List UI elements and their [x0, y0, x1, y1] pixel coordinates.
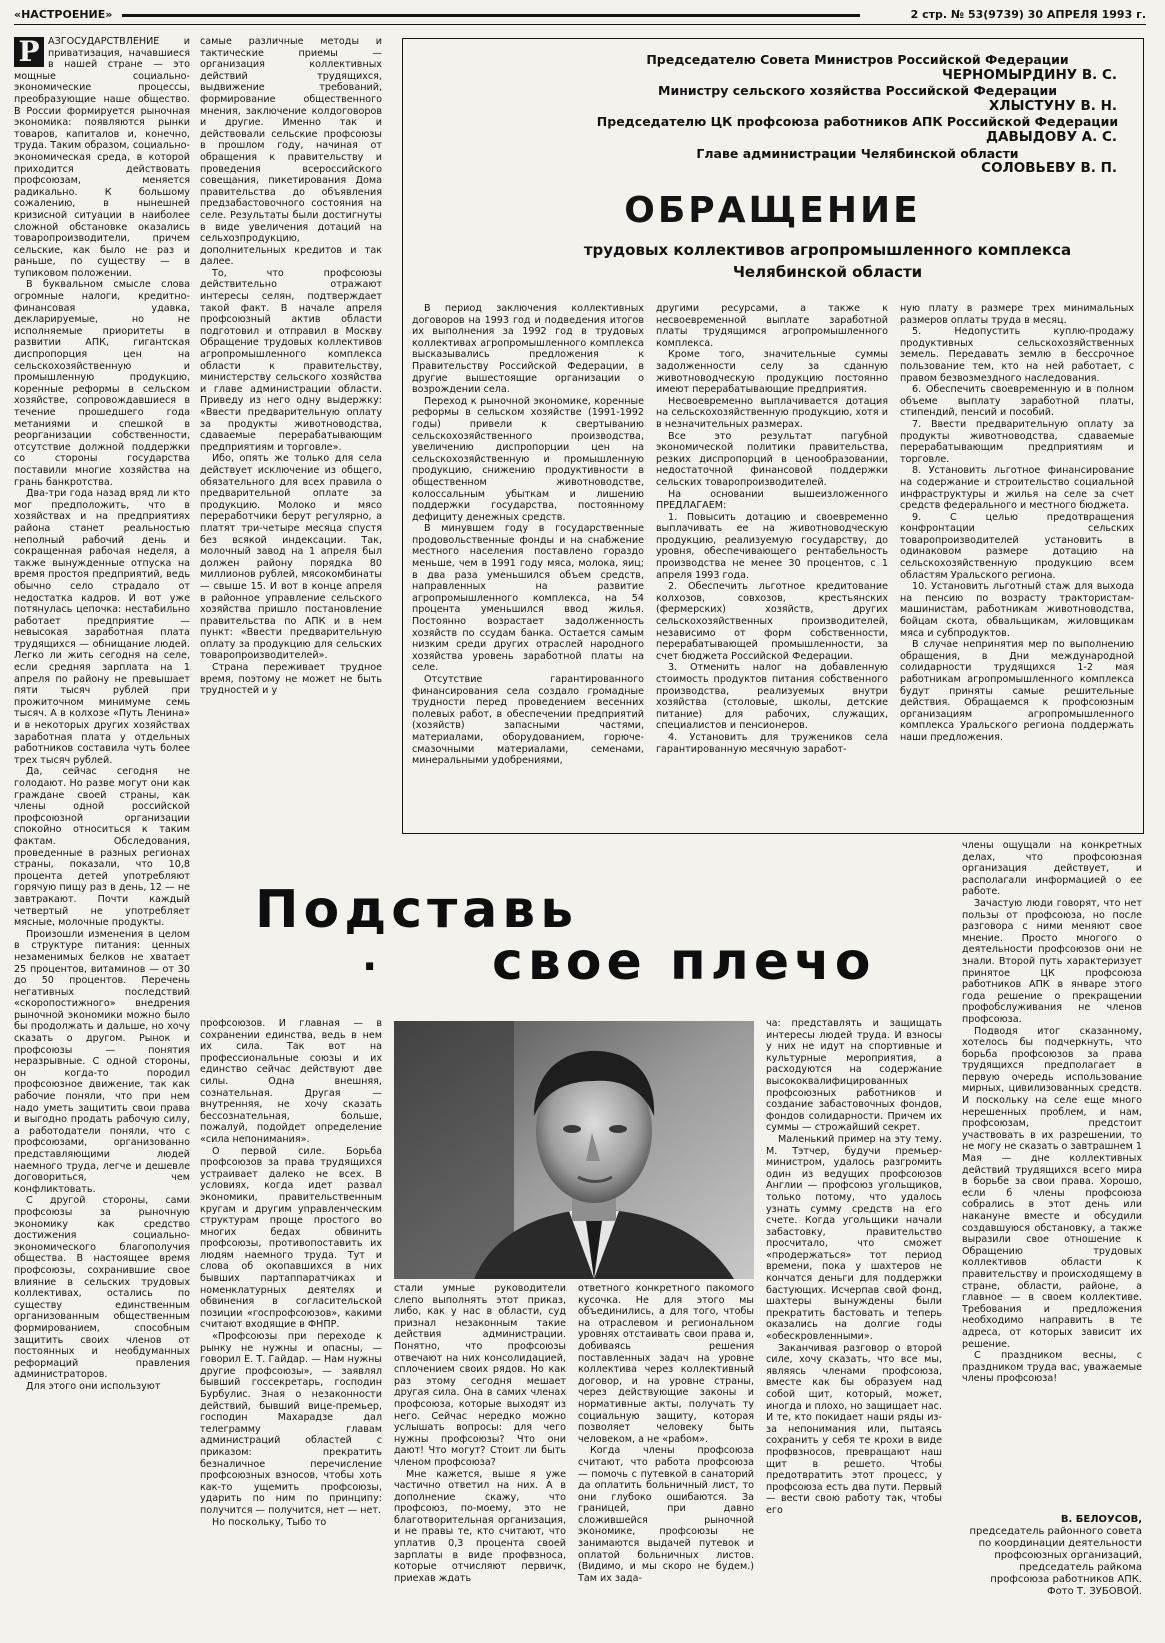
addressee-name: ЧЕРНОМЫРДИНУ В. С.: [942, 66, 1117, 83]
paragraph: ную плату в размере трех минимальных размеров оплаты труда в месяц.: [900, 303, 1134, 326]
appeal-subtitle-line-1: трудовых коллективов агропромышленного комплекса: [583, 241, 1072, 259]
paragraph: Подводя итог сказанному, хотелось бы подчеркнуть, что борьба профсоюзов за права трудящихся предполагает в первую очередь использование мирных, цивилизованных средств. И поскольку на селе еще много нерешенных проблем, и нам, профсоюзам, предстоит участвовать в их разрешении, то не могу не сказать о завтрашнем 1 Мая — дне коллективных действий трудящихся всего мира в борьбе за свои права. Хорошо, если б члены профсоюза собрались в этот день или накануне вместе и обсудили создавшуюся обстановку, а также выразили свое отношение к Обращению трудовых коллективов области к правительству и происходящему в стране, области, районе, а главное — в своем коллективе. Требования и предложения необходимо направить в те адреса, от которых зависит их решение.: [962, 1025, 1142, 1350]
paragraph: Все это результат пагубной экономической политики правительства, резких диспропорций в ценообразовании, недостаточной финансовой поддержки сельских товаропроизводителей.: [656, 430, 888, 488]
paragraph: Два-три года назад вряд ли кто мог предположить, что в хозяйствах и на предприятиях района станет реальностью неполный рабочий день и сокращенная рабочая неделя, а также вынужденные отпуска на время простоя предприятий, ведь обычно село страдало от недостатка кадров. И вот уже потянулась цепочка: нестабильно работает предприятие — невысокая заработная плата трудящихся — обнищание людей. Легко ли жить сегодня на селе, если средняя зарплата на 1 апреля по району не превышает пяти тысяч рублей при прожиточном минимуме семь тысяч. А в колхозе «Путь Ленина» и в некоторых других хозяйствах заработная плата у отдельных работников составила чуть более трех тысяч рублей.: [14, 488, 190, 766]
paragraph: Когда члены профсоюза считают, что работа профсоюза — помочь с путевкой в санаторий да оплатить больничный лист, то они глубоко ошибаются. За границей, при давно сложившейся рыночной экономике, профсоюзы не занимаются выдачей путевок и оплатой больничных листов. (Видимо, и мы скоро не будем.) Там их зада-: [578, 1445, 754, 1584]
paragraph: 1. Повысить дотацию и своевременно выплачивать ее на животноводческую продукцию, реализуемую государству, до уровня, обеспечивающего рентабельность производства не менее 30 процентов, с 1 апреля 1993 года.: [656, 511, 888, 581]
addressee-position: Министру сельского хозяйства Российской Федерации: [658, 83, 1057, 99]
paragraph: другими ресурсами, а также к несвоевременной выплате заработной платы трудящимся агропромышленного комплекса.: [656, 303, 888, 349]
headline-line-2: свое плечо: [492, 932, 876, 992]
header-divider: [14, 24, 1146, 25]
appeal-column-3: [900, 303, 1134, 828]
addressee-position: Главе администрации Челябинской области: [696, 145, 1019, 161]
article-column-5: [578, 1283, 754, 1638]
paragraph: Переход к рыночной экономике, коренные реформы в сельском хозяйстве (1991-1992 годы) привели к свертыванию сельскохозяйственного производства, увеличению диспропорции цен на сельскохозяйственную и промышленную продукцию, снижению продуктивности в общественном животноводстве, колоссальным убыткам и лишению поддержки государства, постоянному дефициту денежных средств.: [412, 395, 644, 523]
paragraph: Да, сейчас сегодня не голодают. Но разве могут они как граждане своей страны, как члены одной российской профсоюзной организации спокойно относиться к таким фактам. Обследования, проведенные в разных регионах страны, показали, что 10,8 процента детей употребляют горячую пищу раз в день, 12 — не завтракают. Почти каждый четвертый не употребляет мясные, молочные продукты.: [14, 766, 190, 929]
paragraph: Отсутствие гарантированного финансирования села создало громадные трудности перед проведением весенних полевых работ, в обеспечении предприятий (хозяйств) запасными частями, материалами, оборудованием, горюче-смазочными материалами, семенами, минеральными удобрениями,: [412, 674, 644, 767]
headline-dot: .: [362, 934, 378, 980]
appeal-subtitle-line-2: Челябинской области: [732, 263, 923, 281]
drop-cap: Р: [14, 37, 44, 67]
portrait-photo-image: [394, 1021, 754, 1279]
paragraph: Заканчивая разговор о второй силе, хочу сказать, что все мы, являясь членами профсоюза, вместе как бы образуем над собой щит, который, может, иногда и плохо, но защищает нас. И те, кто покидает наши ряды из-за непонимания или, пытаясь сохранить у себя те крохи в виде профвзносов, превращают наш щит в решето. Чтобы предотвратить этот процесс, у профсоюза есть два пути. Первый — вести свою работу так, чтобы его: [766, 1342, 942, 1516]
appeal-subtitle: [404, 239, 1141, 283]
author-signature: [962, 1514, 1142, 1598]
article-second-column: [200, 36, 382, 836]
addressee-name: ДАВЫДОВУ А. С.: [986, 128, 1117, 145]
paragraph: В минувшем году в государственные продовольственные фонды и на снабжение местного населения поставлено гораздо меньше, чем в 1991 году мяса, молока, яиц; в два раза уменьшился объем средств, направленных на развитие агропромышленного комплекса, на 54 процента уменьшился ввод жилья. Постоянно возрастает задолженность хозяйств по ссудам банка. Остается самым низким среди других отраслей народного хозяйства уровень заработной платы на селе.: [412, 523, 644, 674]
paragraph: Ибо, опять же только для села действует исключение из общего, обязательного для всех правила о предварительной оплате за продукцию. Молоко и мясо переработчики берут регулярно, а платят три-четыре месяца спустя без всякой индексации. Так, молочный завод на 1 апреля был должен району порядка 80 миллионов рублей, мясокомбинаты — свыше 15. И вот в конце апреля в районное управление сельского хозяйства пришло постановление правительства по АПК и в нем пункт: «Ввести предварительную оплату за продукцию для сельских товаропроизводителей».: [200, 453, 382, 662]
article-column-3: [200, 1018, 382, 1638]
paragraph: На основании вышеизложенного ПРЕДЛАГАЕМ:: [656, 488, 888, 512]
paragraph: 7. Ввести предварительную оплату за продукты животноводства, сдаваемые перерабатывающим предприятиям и торговле.: [900, 418, 1134, 465]
article-intro-column: [14, 36, 190, 1636]
paragraph: В буквальном смысле слова огромные налоги, кредитно-финансовая удавка, декларируемые, но не исполняемые приоритеты в развитии АПК, гигантская диспропорция цен на сельскохозяйственную и промышленную продукцию, коренные реформы в сельском хозяйстве, сопровождавшиеся в течение прошедшего года метаниями и спешкой в реорганизации собственности, отсутствие должной поддержки со стороны государства поставили многие хозяйства на грань банкротства.: [14, 279, 190, 488]
paragraph: АЗГОСУДАРСТВЛЕНИЕ и приватизация, начавшиеся в нашей стране — это мощные социально-экономические процессы, преобразующие наше общество. В России формируется рыночная экономика: появляются рынки товаров, капиталов и, конечно, труда. Таким образом, социально-экономическая среда, в которой приходится действовать профсоюзам, меняется радикально. К большому сожалению, в нынешней кризисной ситуации в наиболее сложной обстановке оказались товаропроизводители, причем сельские, как было не раз и раньше, по существу — в тупиковом положении.: [14, 36, 190, 279]
paragraph: «Профсоюзы при переходе к рынку не нужны и опасны, — говорил Е. Т. Гайдар. — Нам нужны другие профсоюзы», — заявлял бывший госсекретарь, господин Бурбулис. Зная о незаконности действий, бывший вице-премьер, господин Махарадзе дал телеграмму главам администраций областей с приказом: прекратить безналичное перечисление профсоюзных взносов, чтобы хоть как-то ущемить профсоюзы, ударить по ним по принципу: получится — получится, нет — нет.: [200, 1331, 382, 1516]
portrait-photo: [394, 1021, 754, 1279]
paragraph: ча: представлять и защищать интересы людей труда. И взносы у них не идут на спортивные и культурные мероприятия, а расходуются на содержание высококвалифицированных профсоюзных работников и создание забастовочных фондов, фондов солидарности. Причем их суммы — строжайший секрет.: [766, 1018, 942, 1134]
paragraph: члены ощущали на конкретных делах, что профсоюзная организация действует, и располагали информацией о ее работе.: [962, 840, 1142, 898]
article-intro-text: [14, 36, 190, 1392]
paragraph: Зачастую люди говорят, что нет пользы от профсоюза, но после разговора с ними меняют свое мнение. Просто многого о деятельности профсоюзов они не знали. Второй путь характеризует принятое ЦК профсоюза работников АПК в январе этого года решение о прекращении профобслуживания не членов профсоюза.: [962, 897, 1142, 1025]
paragraph: 5. Недопустить куплю-продажу продуктивных сельскохозяйственных земель. Передавать землю в бессрочное пользование тем, кто на ней работает, с правом безвозмездного наследования.: [900, 326, 1134, 384]
article-column-6: [766, 1018, 942, 1638]
paragraph: Несвоевременно выплачивается дотация на сельскохозяйственную продукцию, хотя и в незначительных размерах.: [656, 395, 888, 430]
paragraph: Кроме того, значительные суммы задолженности селу за сданную животноводческую продукцию постоянно имеют перерабатывающие предприятия.: [656, 349, 888, 396]
paragraph: 9. С целью предотвращения конфронтации сельских товаропроизводителей установить в одинаковом размере дотацию на сельскохозяйственную продукцию всем областям Уральского региона.: [900, 511, 1134, 581]
paragraph: 8. Установить льготное финансирование на содержание и строительство социальной инфраструктуры и жилья на селе за счет средств федерального и местного бюджета.: [900, 465, 1134, 512]
page-header: [14, 6, 1146, 24]
article-column-7: [962, 840, 1142, 1495]
paragraph: стали умные руководители слепо выполнять этот приказ, либо, как у нас в области, суд признал незаконным такие действия администрации. Понятно, что профсоюзы отвечают на них консолидацией, сплочением своих рядов. Но как раз этому сегодня мешает другая сила. Она в самих членах профсоюза, которые выходят из него. Сейчас нередко можно услышать вопросы: для чего нужны профсоюзы? Что они дают! Что могут? Стоит ли быть членом профсоюза?: [394, 1283, 566, 1468]
paragraph: Для этого они используют: [26, 1380, 161, 1392]
article-headline: [250, 880, 950, 995]
addressee-position: Председателю ЦК профсоюза работников АПК Российской Федерации: [596, 114, 1119, 130]
header-rule: [122, 14, 860, 17]
paragraph: О первой силе. Борьба профсоюзов за права трудящихся устраивает далеко не всех. В условиях, когда идет развал экономики, правительственным кругам и другим управленческим структурам проще простого во многих бедах обвинить профсоюзы, противопоставить их людям наемного труда. Тут и слова об окопавшихся в них бывших партаппаратчиках и номенклатурных деятелях и обвинения в согласительской позиции «госпрофсоюзов», какими считают входящие в ФНПР.: [200, 1145, 382, 1331]
photo-credit: Фото Т. ЗУБОВОЙ.: [1047, 1586, 1142, 1597]
paragraph: 2. Обеспечить льготное кредитование колхозов, совхозов, крестьянских (фермерских) хозяйств, других сельскохозяйственных производителей, независимо от форм собственности, перерабатывающей промышленности, за счет бюджета Российской Федерации.: [656, 581, 888, 662]
headline-line-1: Подставь: [255, 880, 579, 940]
paragraph: 6. Обеспечить своевременную и в полном объеме выплату заработной платы, стипендий, пенсий и пособий.: [900, 384, 1134, 419]
appeal-column-2: [656, 303, 888, 828]
paragraph: Произошли изменения в целом в структуре питания: ценных незаменимых белков не хватает 25 процентов, витаминов — от 30 до 50 процентов. Перечень негативных последствий «скоропостижного» внедрения рыночной экономики можно было бы продолжать и дальше, но хочу сказать о другом. Рынок и профсоюзы — понятия неразрывные. С одной стороны, он когда-то породил профсоюзное движение, так как рабочие поняли, что при нем надо уметь защитить свои права и выгодно продать рабочую силу, а работодатели поняли, что с профсоюзами, организованно представляющими людей наемного труда, легче и дешевле договориться, чем конфликтовать.: [14, 928, 190, 1195]
paragraph: Но поскольку, Тыбо то: [212, 1516, 327, 1528]
addressee-name: ХЛЫСТУНУ В. Н.: [988, 97, 1117, 114]
appeal-addressees: [404, 52, 1141, 177]
addressee-name: СОЛОВЬЕВУ В. П.: [981, 160, 1117, 177]
paragraph: 10. Установить льготный стаж для выхода на пенсию по возрасту трактористам-машинистам, работникам животноводства, бойцам скота, обвальщикам, жиловщикам мяса и субпродуктов.: [900, 581, 1134, 639]
paragraph: Мне кажется, выше я уже частично ответил на них. А в дополнение скажу, что профсоюз, по-моему, это не благотворительная организация, и не правы те, кто считают, что уплатив 0,3 процента своей зарплаты в виде профвзноса, которые отчисляют первичк, приехав ждать: [394, 1468, 566, 1584]
appeal-column-1: [412, 303, 644, 828]
appeal-title: ОБРАЩЕНИЕ: [624, 190, 921, 231]
section-title: «НАСТРОЕНИЕ»: [14, 8, 113, 21]
paragraph: В случае непринятия мер по выполнению обращения, в Дни международной солидарности трудящихся 1-2 мая работникам агропромышленного комплекса будут приняты самые решительные действия. Обращаемся к профсоюзным организациям агропромышленного комплекса Уральского региона поддержать наши предложения.: [900, 639, 1134, 743]
author-position: председатель районного совета по координации деятельности профсоюзных организаций, председатель райкома профсоюза работников АПК.: [969, 1526, 1142, 1585]
paragraph: С праздником весны, с праздником труда вас, уважаемые члены профсоюза!: [962, 1350, 1142, 1385]
paragraph: С другой стороны, сами профсоюзы за рыночную экономику как средство достижения социально-экономического благополучия общества. В настоящее время профсоюзы, сохранившие свое влияние в сельских трудовых коллективах, остались по существу единственным организованным общественным формированием, способным защитить своих членов от постоянных и необдуманных реформаций правления администраторов.: [14, 1195, 190, 1381]
article-column-4: [394, 1283, 566, 1638]
paragraph: 3. Отменить налог на добавленную стоимость продуктов питания собственного производства, реализуемых внутри хозяйства (столовые, школы, детские питание) для рабочих, служащих, специалистов и пенсионеров.: [656, 662, 888, 732]
paragraph: самые различные методы и тактические приемы — организация коллективных действий трудящихся, выдвижение требований, формирование общественного мнения, заключение колдоговоров и другие. Именно так и действовали сельские профсоюзы в прошлом году, начиная от обращения к правительству и проведения всероссийского совещания, пикетирования Дома правительства до объявления предзабастовочного состояния на селе. Результаты были достигнуты в виде увеличения дотаций на сельхозпродукцию, дополнительных кредитов и так далее.: [200, 36, 382, 268]
author-name: В. БЕЛОУСОВ,: [1060, 1514, 1142, 1525]
addressee-position: Председателю Совета Министров Российской Федерации: [646, 52, 1069, 67]
issue-info: 2 стр. № 53(9739) 30 АПРЕЛЯ 1993 г.: [910, 8, 1146, 21]
paragraph: Страна переживает трудное время, поэтому не может не быть трудностей и у: [200, 662, 382, 697]
paragraph: профсоюзов. И главная — в сохранении единства, ведь в нем их сила. Так вот на профессиональные союзы и их единство сейчас действуют две силы. Одна внешняя, сознательная. Другая — внутренняя, не хочу сказать бессознательная, больше, пожалуй, подойдет определение «сила непонимания».: [200, 1018, 382, 1145]
paragraph: Маленький пример на эту тему. М. Тэтчер, будучи премьер-министром, удалось разгромить один из ведущих профсоюзов Англии — профсоюз угольщиков, только потому, что удалось узнать сумму средств на его счете. Когда угольщики начали забастовку, правительство просчитало, что сможет «продержаться» тот период времени, пока у шахтеров не кончатся деньги для поддержки бастующих. Исчерпав свой фонд, шахтеры вынуждены были прекратить бастовать и теперь оказались на долгие годы «обескровленными».: [766, 1133, 942, 1343]
paragraph: В период заключения коллективных договоров на 1993 год и подведения итогов их выполнения за 1992 год в трудовых коллективах агропромышленного комплекса высказывались предложения к Правительству Российской Федерации, в другие вышестоящие организации о возрождении села.: [412, 303, 644, 396]
paragraph: 4. Установить для тружеников села гарантированную месячную заработ-: [656, 731, 888, 755]
paragraph: ответного конкретного пакомого кусочка. Не для этого мы объединились, а для того, чтобы на отраслевом и региональном уровнях отстаивать свои права и, добиваясь решения поставленных задач на уровне коллектива через коллективный договор, и на уровне страны, через действующие законы и нормативные акты, получать ту социальную защиту, которая позволяет человеку быть человеком, а не «рабом».: [578, 1283, 754, 1445]
paragraph: То, что профсоюзы действительно отражают интересы селян, подтверждает такой факт. В начале апреля профсоюзный актив области подготовил и отправил в Москву Обращение трудовых коллективов агропромышленного комплекса области к правительству, министерству сельского хозяйства и главе администрации области. Приведу из него одну выдержку: «Ввести предварительную оплату за продукты животноводства, сдаваемые перерабатывающим предприятиям и торговле».: [200, 267, 382, 453]
